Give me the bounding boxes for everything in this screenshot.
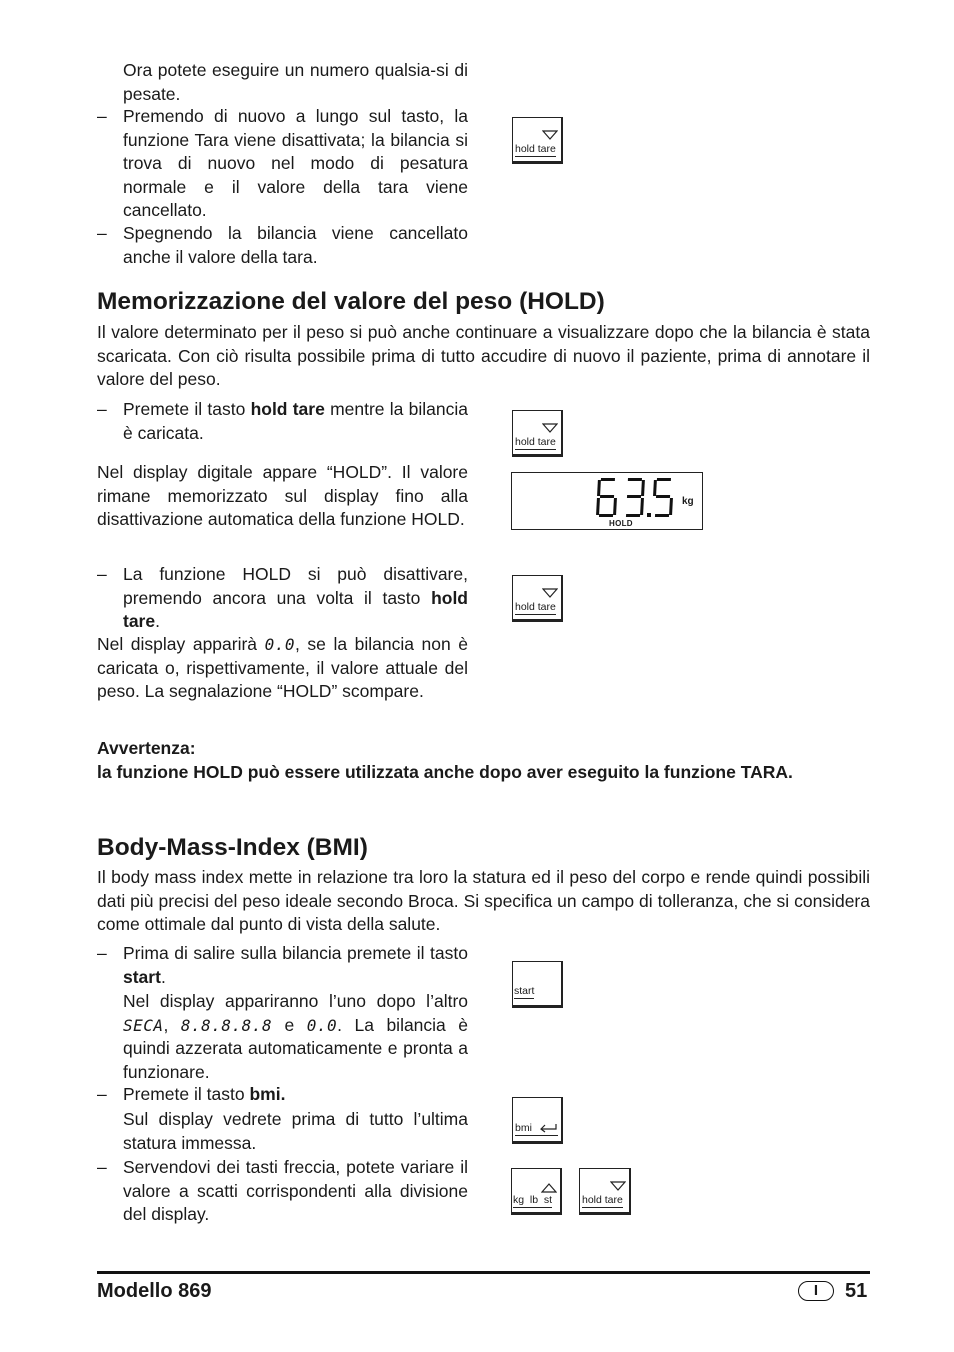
hold-tare-key[interactable] xyxy=(579,1168,631,1215)
intro-item-1: – Premendo di nuovo a lungo sul tasto, la funzione Tara viene disattivata; la bilancia si trova di nuovo nel modo di pesatura normale e il valore della tara viene cancellato. xyxy=(97,106,468,220)
hold-intro: Il valore determinato per il peso si può anche continuare a visualizzare dopo che la bilancia è stata scaricata. Con ciò risulta possibile prima di tutto accudire di nuovo il paziente, prima di annotare il valore del peso. xyxy=(97,322,870,389)
hold-tare-key-label: hold tare xyxy=(515,143,556,155)
hold-tare-key-label: hold tare xyxy=(515,436,556,448)
intro-item-2: – Spegnendo la bilancia viene cancellato anche il valore della tara. xyxy=(97,223,468,267)
hold-tare-key[interactable] xyxy=(512,117,563,164)
units-key[interactable] xyxy=(511,1168,562,1215)
seven-segment-value xyxy=(512,473,702,529)
bmi-section-heading: Body-Mass-Index (BMI) xyxy=(97,834,368,861)
display-unit: kg xyxy=(682,496,694,507)
hold-tare-key[interactable] xyxy=(512,410,563,457)
start-key-label: start xyxy=(514,985,535,997)
bmi-item-1: – Prima di salire sulla bilancia premete il tasto start. xyxy=(97,943,468,987)
arrow-down-icon xyxy=(542,588,558,598)
hold-item-2: – La funzione HOLD si può disattivare, premendo ancora una volta il tasto hold tare. xyxy=(97,564,468,631)
segment-seca: SECA xyxy=(123,1015,164,1035)
hold-item-1: – Premete il tasto hold tare mentre la bilancia è caricata. xyxy=(97,399,468,443)
language-badge: I xyxy=(798,1281,834,1301)
footer-model: Modello 869 xyxy=(97,1280,212,1302)
bmi-item-2: – Premete il tasto bmi. xyxy=(97,1084,286,1104)
start-key[interactable] xyxy=(512,961,563,1008)
arrow-down-icon xyxy=(542,423,558,433)
units-key-label: kg lb st xyxy=(513,1194,553,1206)
hold-tare-key-label: hold tare xyxy=(515,601,556,613)
warning-title: Avvertenza: xyxy=(97,738,196,758)
bmi-item-2-sub: Sul display vedrete prima di tutto l’ultima statura immessa. xyxy=(123,1109,468,1153)
enter-arrow-icon xyxy=(538,1123,558,1133)
warning-text: la funzione HOLD può essere utilizzata anche dopo aver eseguito la funzione TARA. xyxy=(97,762,793,782)
bmi-key-label: bmi xyxy=(515,1123,558,1136)
hold-tare-key-label: hold tare xyxy=(582,1194,623,1206)
footer-rule xyxy=(97,1271,870,1274)
bmi-key[interactable] xyxy=(512,1097,563,1144)
hold-tare-key[interactable] xyxy=(512,575,563,622)
segment-zero: 0.0 xyxy=(306,1015,338,1035)
hold-paragraph-2: Nel display apparirà 0.0, se la bilancia non è caricata o, rispettivamente, il valore attuale del peso. La segnalazione “HOLD” scompare. xyxy=(97,634,468,701)
arrow-up-icon xyxy=(541,1183,557,1193)
bmi-item-3: – Servendovi dei tasti freccia, potete variare il valore a scatti corrispondenti alla divisione del display. xyxy=(97,1157,468,1224)
bmi-item-1-sub: Nel display appariranno l’uno dopo l’altro SECA, 8.8.8.8.8 e 0.0. La bilancia è quindi azzerata automaticamente e pronta a funzionare. xyxy=(123,991,468,1082)
display-status: HOLD xyxy=(609,519,633,528)
hold-section-heading: Memorizzazione del valore del peso (HOLD) xyxy=(97,288,605,315)
arrow-down-icon xyxy=(610,1181,626,1191)
bmi-intro: Il body mass index mette in relazione tra loro la statura ed il peso del corpo e rende quindi possibili dati più precisi del peso ideale secondo Broca. Si specifica un campo di tolleranza, che si considera come ottimale dal punto di vista della salute. xyxy=(97,867,870,934)
arrow-down-icon xyxy=(542,130,558,140)
hold-display-paragraph: Nel display digitale appare “HOLD”. Il valore rimane memorizzato sul display fino alla disattivazione automatica della funzione HOLD. xyxy=(97,462,468,529)
page-number: 51 xyxy=(845,1280,868,1302)
segment-zero: 0.0 xyxy=(264,635,295,654)
weight-display xyxy=(511,472,703,530)
intro-continuation: Ora potete eseguire un numero qualsia-si di pesate. xyxy=(123,60,468,104)
segment-all-eights: 8.8.8.8.8 xyxy=(180,1015,273,1035)
